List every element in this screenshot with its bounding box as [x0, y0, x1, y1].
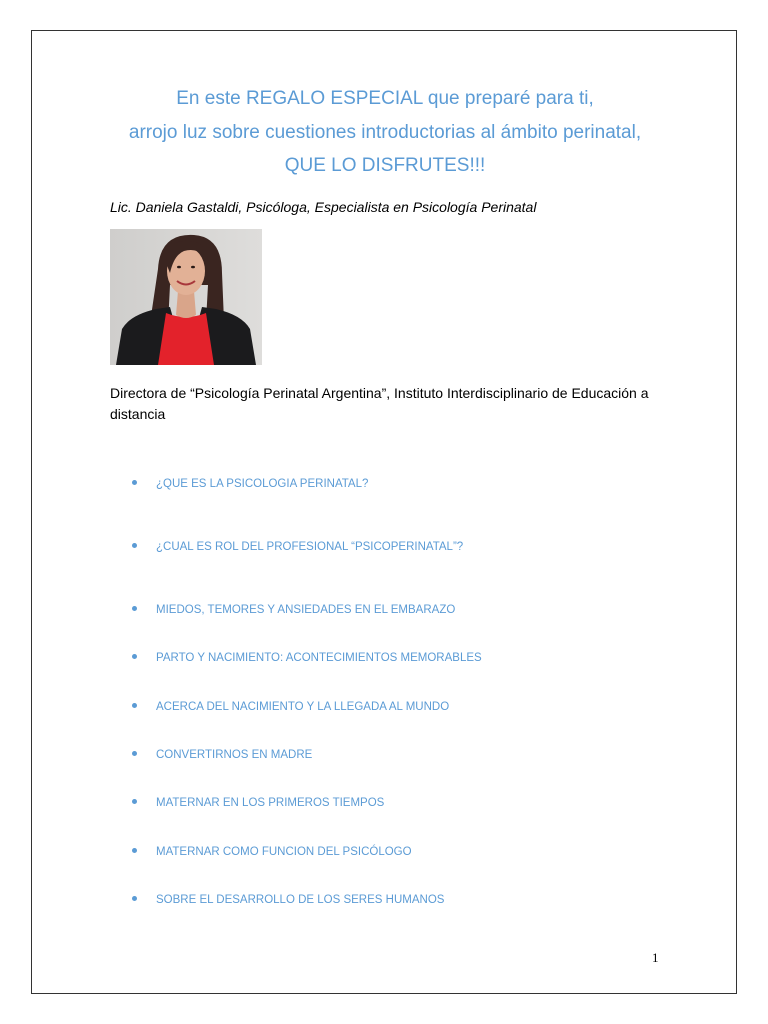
bullet-icon — [132, 543, 137, 548]
topic-label: MATERNAR EN LOS PRIMEROS TIEMPOS — [156, 797, 385, 809]
bullet-icon — [132, 799, 137, 804]
list-item — [132, 795, 384, 811]
list-item — [132, 650, 482, 666]
bullet-icon — [132, 751, 137, 756]
topic-label: MATERNAR COMO FUNCION DEL PSICÓLOGO — [156, 846, 412, 858]
bullet-icon — [132, 703, 137, 708]
bullet-icon — [132, 848, 137, 853]
list-item — [132, 747, 312, 763]
list-item — [132, 892, 444, 908]
list-item — [132, 539, 463, 555]
topic-label: PARTO Y NACIMIENTO: ACONTECIMIENTOS MEMORABLES — [156, 652, 482, 664]
topic-label: ¿CUAL ES ROL DEL PROFESIONAL “PSICOPERINATAL”? — [156, 541, 464, 553]
heading-line-2: arrojo luz sobre cuestiones introductorias al ámbito perinatal, — [128, 122, 642, 143]
document-page — [31, 30, 737, 994]
list-item — [132, 476, 368, 492]
topic-label: SOBRE EL DESARROLLO DE LOS SERES HUMANOS — [156, 894, 445, 906]
topic-label: ¿QUE ES LA PSICOLOGIA PERINATAL? — [156, 478, 369, 490]
list-item — [132, 699, 449, 715]
topic-label: CONVERTIRNOS EN MADRE — [156, 749, 313, 761]
director-description: Directora de “Psicología Perinatal Argentina”, Instituto Interdisciplinario de Educación a distancia — [110, 385, 649, 422]
topic-label: MIEDOS, TEMORES Y ANSIEDADES EN EL EMBARAZO — [156, 604, 456, 616]
list-item — [132, 844, 412, 860]
heading-line-1: En este REGALO ESPECIAL que preparé para ti, — [176, 88, 594, 109]
bullet-icon — [132, 896, 137, 901]
author-credentials: Lic. Daniela Gastaldi, Psicóloga, Especialista en Psicología Perinatal — [110, 199, 537, 215]
bullet-icon — [132, 606, 137, 611]
author-photo — [110, 229, 262, 365]
topic-label: ACERCA DEL NACIMIENTO Y LA LLEGADA AL MUNDO — [156, 701, 450, 713]
heading-line-3: QUE LO DISFRUTES!!! — [284, 155, 486, 176]
bullet-icon — [132, 480, 137, 485]
page-number: 1 — [652, 950, 659, 965]
bullet-icon — [132, 654, 137, 659]
list-item — [132, 602, 455, 618]
